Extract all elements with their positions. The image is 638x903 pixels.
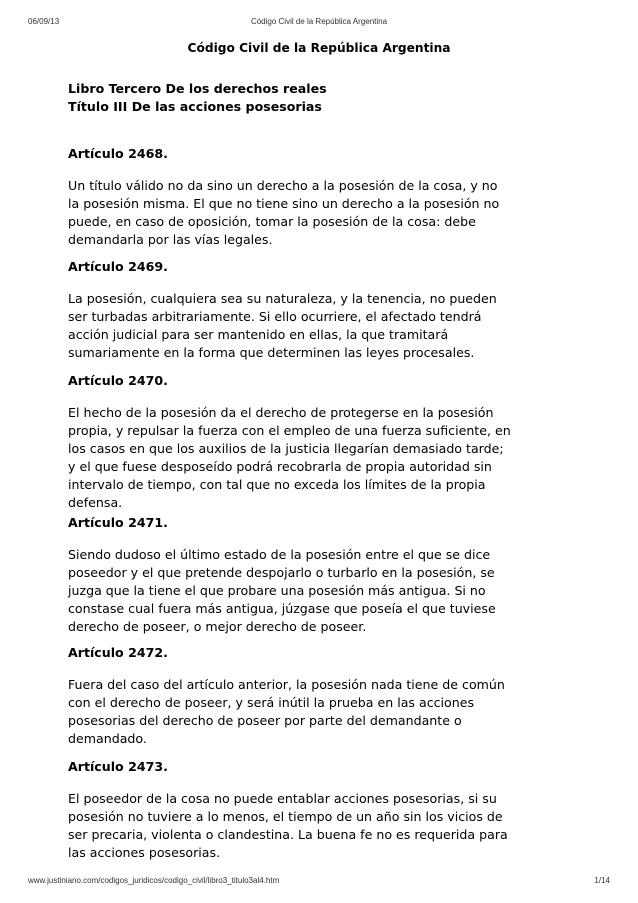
- article-line: acción judicial para ser mantenido en ellas, la que tramitará: [68, 327, 449, 342]
- article-line: la posesión misma. El que no tiene sino un derecho a la posesión no: [68, 196, 500, 211]
- article-line: derecho de poseer, o mejor derecho de poseer.: [68, 619, 367, 634]
- article-line: Un título válido no da sino un derecho a la posesión de la cosa, y no: [68, 178, 498, 193]
- article-line: constase cual fuera más antigua, júzgase que poseía el que tuviese: [68, 601, 496, 616]
- article-line: Siendo dudoso el último estado de la posesión entre el que se dice: [68, 547, 491, 562]
- article-line: defensa.: [68, 495, 123, 510]
- print-date: 06/09/13: [28, 17, 60, 26]
- article-line: La posesión, cualquiera sea su naturaleza, y la tenencia, no pueden: [68, 291, 497, 306]
- article-line: El hecho de la posesión da el derecho de protegerse en la posesión: [68, 405, 494, 420]
- article-line: intervalo de tiempo, con tal que no exceda los límites de la propia: [68, 477, 486, 492]
- article-body: [68, 546, 496, 636]
- article-line: propia, y repulsar la fuerza con el empleo de una fuerza suficiente, en: [68, 423, 511, 438]
- book-heading: Libro Tercero De los derechos reales: [68, 81, 327, 96]
- article-line: poseedor y el que pretende despojarlo o turbarlo en la posesión, se: [68, 565, 495, 580]
- article-line: demandarla por las vías legales.: [68, 232, 273, 247]
- article-line: y el que fuese desposeído podrá recobrarla de propia autoridad sin: [68, 459, 492, 474]
- article-heading: Artículo 2471.: [68, 515, 168, 530]
- article-line: demandado.: [68, 731, 147, 746]
- article-heading: Artículo 2469.: [68, 259, 168, 274]
- article-heading: Artículo 2468.: [68, 146, 168, 161]
- document-content: [68, 80, 580, 860]
- article-line: ser precaria, violenta o clandestina. La buena fe no es requerida para: [68, 827, 508, 842]
- article-line: sumariamente en la forma que determinen las leyes procesales.: [68, 345, 475, 360]
- section-heading: Título III De las acciones posesorias: [68, 99, 322, 114]
- source-url: www.justiniano.com/codigos_juridicos/codigo_civil/libro3_titulo3al4.htm: [28, 876, 280, 885]
- article-line: posesorias del derecho de poseer por parte del demandante o: [68, 713, 462, 728]
- article-line: juzga que la tiene el que probare una posesión más antigua. Si no: [68, 583, 486, 598]
- article-body: [68, 404, 511, 512]
- article-heading: Artículo 2470.: [68, 373, 168, 388]
- article-line: con el derecho de poseer, y será inútil la prueba en las acciones: [68, 695, 475, 710]
- page-number: 1/14: [594, 876, 610, 885]
- article-line: los casos en que los auxilios de la justicia llegarían demasiado tarde;: [68, 441, 504, 456]
- article-line: Fuera del caso del artículo anterior, la posesión nada tiene de común: [68, 677, 505, 692]
- article-body: [68, 290, 497, 362]
- article-body: [68, 676, 505, 748]
- article-heading: Artículo 2473.: [68, 759, 168, 774]
- article-line: El poseedor de la cosa no puede entablar acciones posesorias, si su: [68, 791, 497, 806]
- article-body: [68, 790, 508, 862]
- article-heading: Artículo 2472.: [68, 645, 168, 660]
- article-line: ser turbadas arbitrariamente. Si ello ocurriere, el afectado tendrá: [68, 309, 482, 324]
- article-line: las acciones posesorias.: [68, 845, 221, 860]
- document-title: Código Civil de la República Argentina: [187, 41, 451, 55]
- print-footer: [28, 876, 610, 888]
- print-page-title: Código Civil de la República Argentina: [250, 17, 388, 26]
- article-line: posesión no tuviere a lo menos, el tiempo de un año sin los vicios de: [68, 809, 503, 824]
- article-line: puede, en caso de oposición, tomar la posesión de la cosa: debe: [68, 214, 476, 229]
- print-header: [28, 17, 610, 29]
- article-body: [68, 177, 499, 249]
